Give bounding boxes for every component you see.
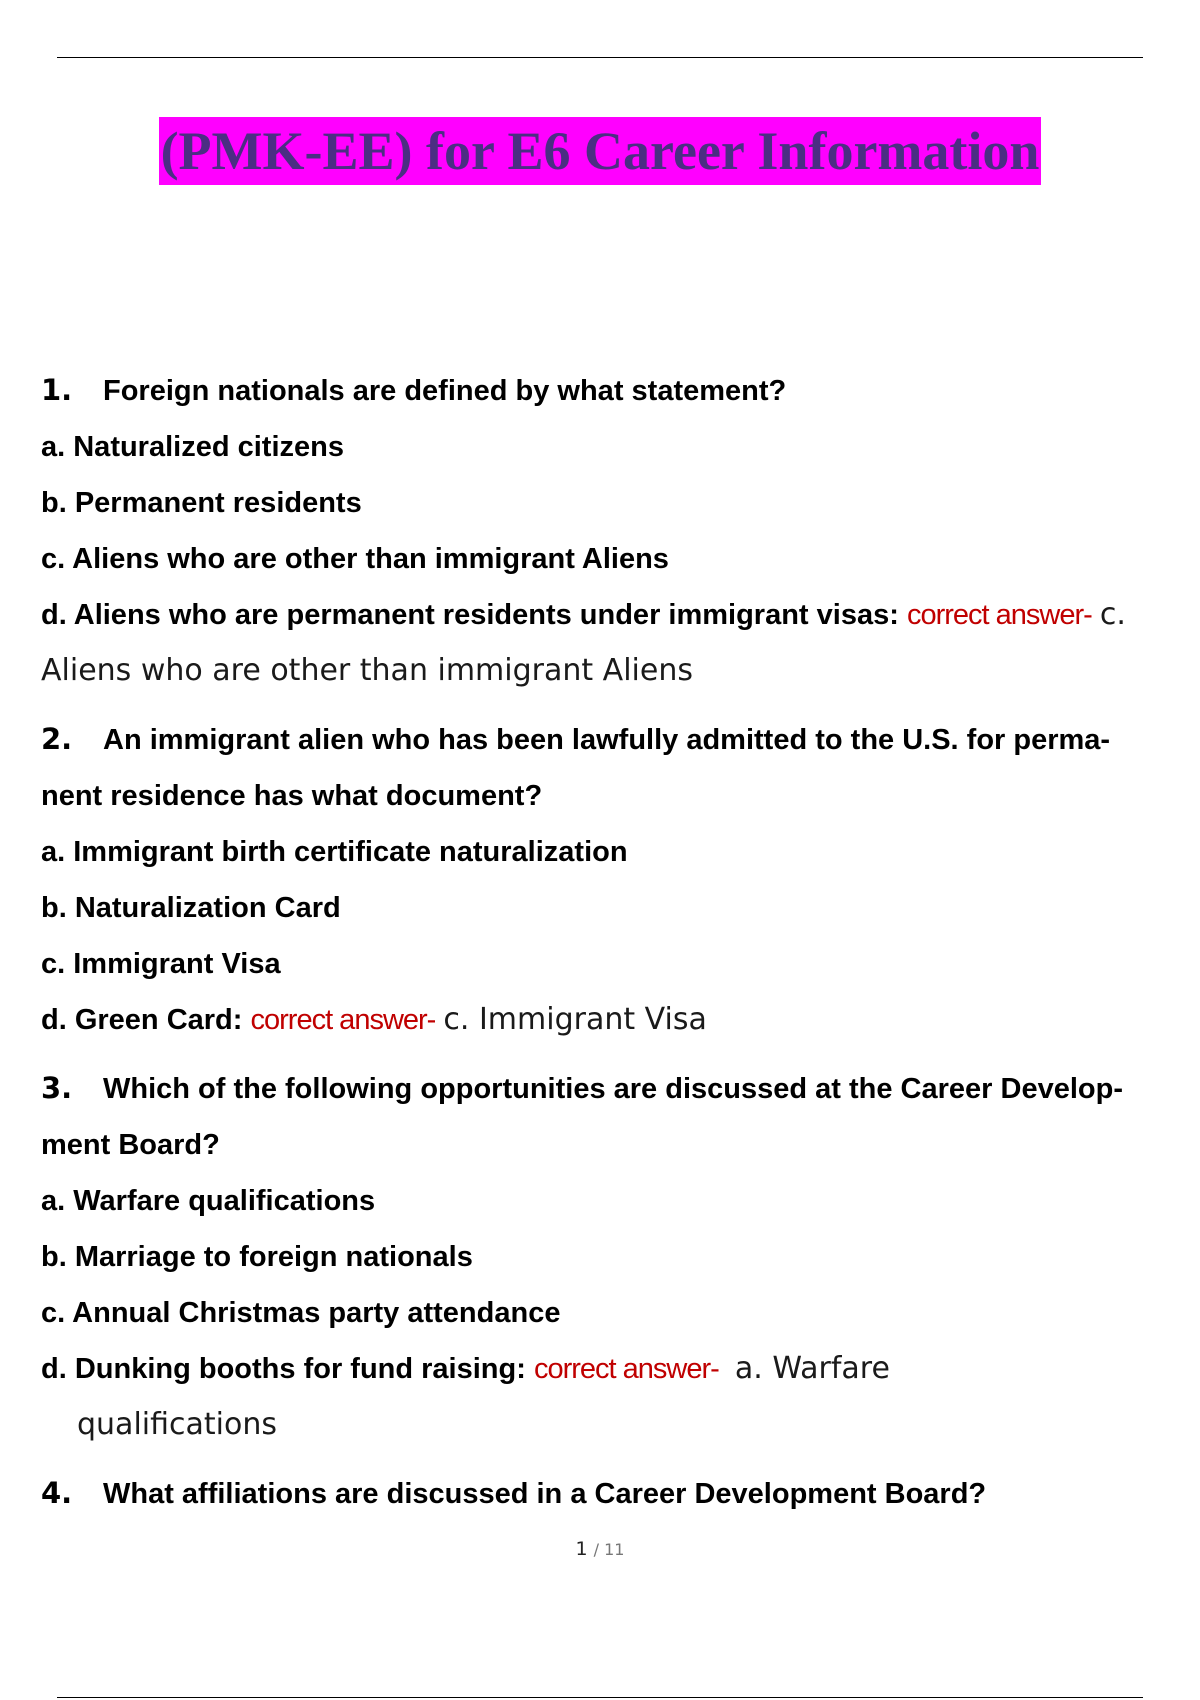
correct-answer-value-continued: qualifications	[77, 1407, 277, 1442]
question-3-option-c: c. Annual Christmas party attendance	[41, 1297, 561, 1329]
question-2-option-d	[41, 992, 1161, 1048]
page-indicator	[0, 1538, 1200, 1560]
question-number: 1.	[41, 373, 73, 407]
question-text: What affiliations are discussed in a Career Development Board?	[103, 1478, 987, 1510]
question-3-option-b: b. Marriage to foreign nationals	[41, 1241, 473, 1273]
correct-answer-label: correct answer-	[533, 1353, 719, 1385]
question-3-option-d	[41, 1341, 1161, 1397]
question-number: 4.	[41, 1476, 73, 1510]
question-1-option-a: a. Naturalized citizens	[41, 431, 344, 463]
correct-answer-label: correct answer-	[250, 1004, 436, 1036]
questions-content	[41, 362, 1161, 1534]
correct-answer-value: c. Aliens who are other than immigrant Aliens	[41, 597, 1126, 688]
question-2-option-c: c. Immigrant Visa	[41, 948, 281, 980]
question-2-option-b: b. Naturalization Card	[41, 892, 341, 924]
question-1-stem	[41, 362, 1161, 419]
question-1-option-d	[41, 587, 1161, 699]
option-d-text: d. Dunking booths for fund raising:	[41, 1353, 526, 1385]
correct-answer-value: a. Warfare	[734, 1351, 890, 1386]
page-total: / 11	[593, 1540, 625, 1559]
question-1-option-b: b. Permanent residents	[41, 487, 362, 519]
question-3-stem	[41, 1060, 1161, 1173]
question-3-option-a: a. Warfare qualifications	[41, 1185, 376, 1217]
question-3-answer-continuation	[41, 1397, 1161, 1453]
top-rule	[57, 57, 1143, 58]
correct-answer-value: c. Immigrant Visa	[443, 1002, 707, 1037]
question-number: 2.	[41, 722, 73, 756]
question-2	[41, 711, 1161, 1048]
question-1-option-c: c. Aliens who are other than immigrant Aliens	[41, 543, 669, 575]
question-number: 3.	[41, 1071, 73, 1105]
question-1	[41, 362, 1161, 699]
question-3	[41, 1060, 1161, 1453]
question-text: An immigrant alien who has been lawfully admitted to the U.S. for perma- nent residence has what document?	[41, 724, 1111, 812]
question-4-stem	[41, 1465, 1161, 1522]
option-d-text: d. Aliens who are permanent residents under immigrant visas:	[41, 599, 899, 631]
question-4	[41, 1465, 1161, 1522]
bottom-rule	[57, 1697, 1143, 1698]
title-container	[0, 117, 1200, 185]
question-2-stem	[41, 711, 1161, 824]
question-text: Foreign nationals are defined by what statement?	[103, 375, 787, 407]
question-text: Which of the following opportunities are discussed at the Career Develop- ment Board?	[41, 1073, 1123, 1161]
option-d-text: d. Green Card:	[41, 1004, 243, 1036]
document-title: (PMK-EE) for E6 Career Information	[159, 117, 1042, 185]
correct-answer-label: correct answer-	[906, 599, 1092, 631]
question-2-option-a: a. Immigrant birth certificate naturalization	[41, 836, 628, 868]
page-current: 1	[575, 1538, 588, 1560]
